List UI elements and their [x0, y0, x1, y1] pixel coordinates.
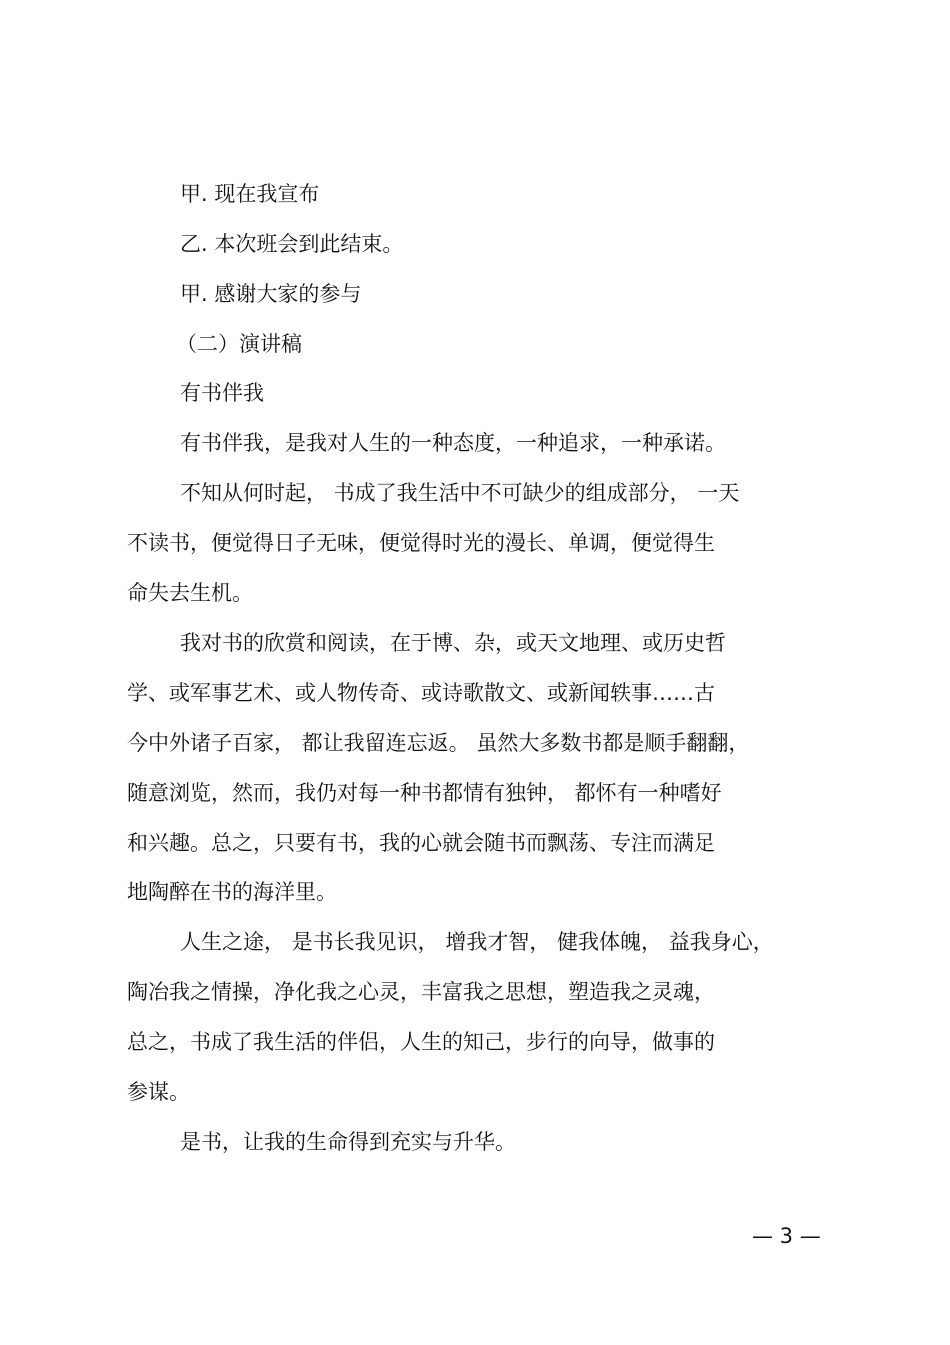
paragraph-5-line-1: 是书，让我的生命得到充实与升华。 — [180, 1130, 516, 1154]
speaker-label: 甲 — [180, 282, 201, 306]
paragraph-2-line-3: 命失去生机。 — [127, 581, 253, 605]
paragraph-3-line-5: 和兴趣。总之，只要有书，我的心就会随书而飘荡、专注而满足 — [127, 831, 715, 855]
paragraph-2-line-1: 不知从何时起， 书成了我生活中不可缺少的组成部分， 一天 — [180, 481, 740, 505]
paragraph-3-line-2: 学、或军事艺术、或人物传奇、或诗歌散文、或新闻轶事……古 — [127, 681, 715, 705]
section-heading: （二）演讲稿 — [176, 332, 302, 356]
dialogue-line-3 — [180, 279, 361, 309]
speaker-label: 甲 — [180, 182, 201, 206]
page-number: — 3 — — [752, 1224, 821, 1248]
dialogue-text: . 现在我宣布 — [201, 182, 320, 206]
dialogue-text: . 感谢大家的参与 — [201, 282, 362, 306]
dialogue-line-1 — [180, 179, 319, 209]
dialogue-text: . 本次班会到此结束。 — [201, 232, 404, 256]
speech-title: 有书伴我 — [180, 381, 264, 405]
paragraph-2-line-2: 不读书，便觉得日子无味，便觉得时光的漫长、单调，便觉得生 — [127, 531, 715, 555]
paragraph-1-line-1: 有书伴我，是我对人生的一种态度，一种追求，一种承诺。 — [180, 431, 726, 455]
paragraph-4-line-1: 人生之途， 是书长我见识， 增我才智， 健我体魄， 益我身心， — [180, 930, 774, 954]
paragraph-4-line-3: 总之，书成了我生活的伴侣，人生的知己，步行的向导，做事的 — [127, 1030, 715, 1054]
paragraph-4-line-2: 陶冶我之情操，净化我之心灵，丰富我之思想，塑造我之灵魂， — [127, 980, 715, 1004]
dialogue-line-2 — [180, 229, 403, 259]
paragraph-3-line-4: 随意浏览，然而，我仍对每一种书都情有独钟， 都怀有一种嗜好 — [127, 781, 722, 805]
speaker-label: 乙 — [180, 232, 201, 256]
paragraph-3-line-3: 今中外诸子百家， 都让我留连忘返。 虽然大多数书都是顺手翻翻， — [127, 731, 750, 755]
paragraph-4-line-4: 参谋。 — [127, 1080, 190, 1104]
paragraph-3-line-6: 地陶醉在书的海洋里。 — [127, 880, 337, 904]
paragraph-3-line-1: 我对书的欣赏和阅读，在于博、杂，或天文地理、或历史哲 — [180, 631, 726, 655]
